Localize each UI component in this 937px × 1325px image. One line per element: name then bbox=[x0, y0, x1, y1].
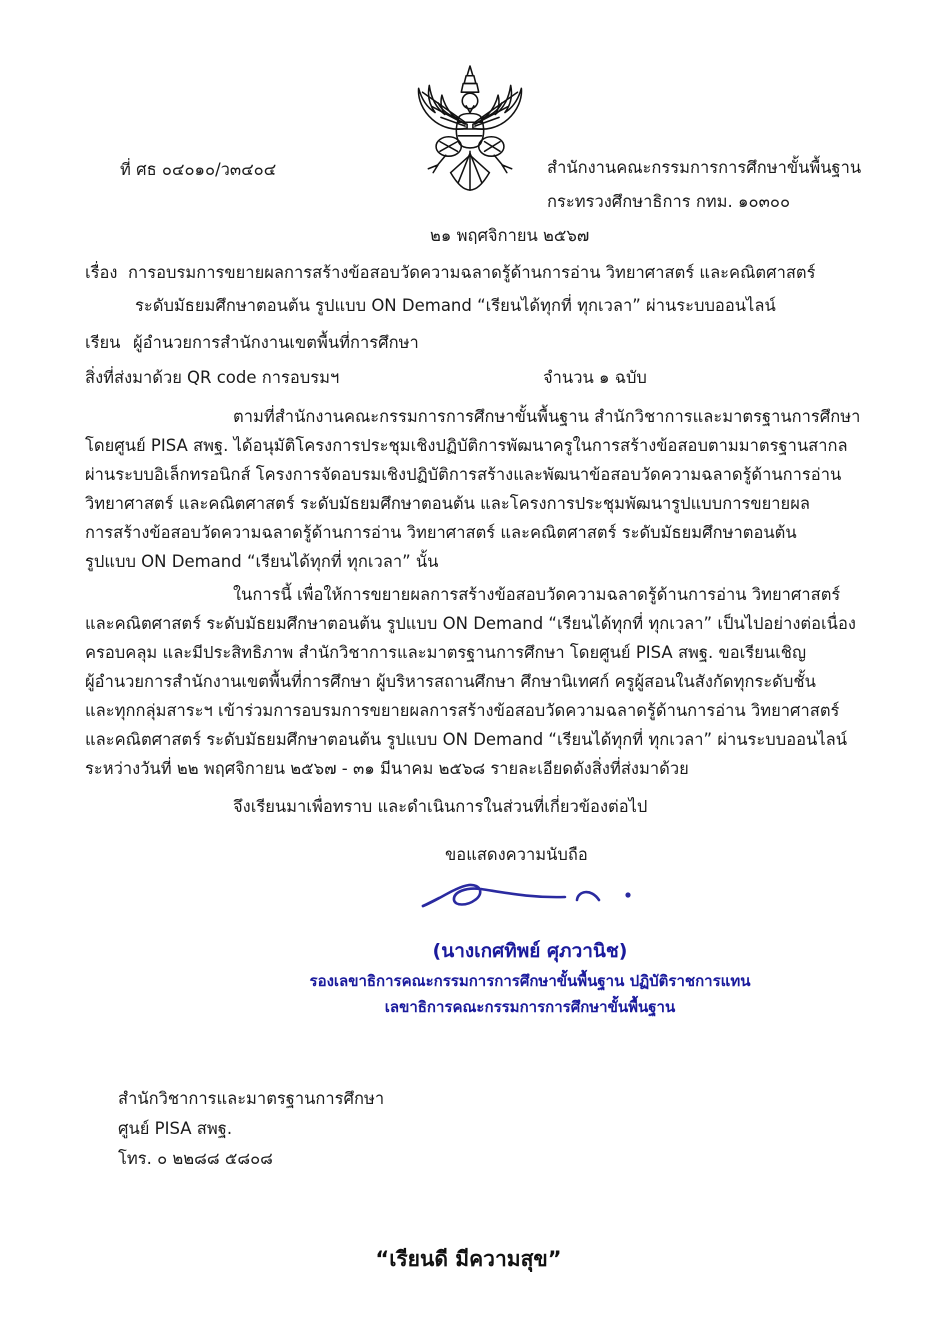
paragraph1-line: วิทยาศาสตร์ และคณิตศาสตร์ ระดับมัธยมศึกษาตอนต้น และโครงการประชุมพัฒนารูปแบบการขยายผล bbox=[85, 494, 811, 513]
attachment-count: จำนวน ๑ ฉบับ bbox=[543, 368, 647, 387]
paragraph2-line: และทุกกลุ่มสาระฯ เข้าร่วมการอบรมการขยายผลการสร้างข้อสอบวัดความฉลาดรู้ด้านการอ่าน วิทยาศาสตร์ bbox=[85, 701, 840, 720]
attachment-value: QR code การอบรมฯ bbox=[187, 368, 340, 387]
signer-block bbox=[280, 936, 780, 1019]
paragraph1-line: โดยศูนย์ PISA สพฐ. ได้อนุมัติโครงการประชุมเชิงปฏิบัติการพัฒนาครูในการสร้างข้อสอบตามมาตรฐานสากล bbox=[85, 436, 848, 455]
paragraph1-line: ผ่านระบบอิเล็กทรอนิกส์ โครงการจัดอบรมเชิงปฏิบัติการสร้างและพัฒนาข้อสอบวัดความฉลาดรู้ด้านการอ่าน bbox=[85, 465, 842, 484]
salutation: ขอแสดงความนับถือ bbox=[445, 845, 588, 864]
paragraph2-line: ครอบคลุม และมีประสิทธิภาพ สำนักวิชาการและมาตรฐานการศึกษา โดยศูนย์ PISA สพฐ. ขอเรียนเชิญ bbox=[85, 643, 807, 662]
recipient-value: ผู้อำนวยการสำนักงานเขตพื้นที่การศึกษา bbox=[133, 333, 419, 352]
agency-line2: กระทรวงศึกษาธิการ กทม. ๑๐๓๐๐ bbox=[547, 192, 791, 211]
slogan-tagline: “เรียนดี มีความสุข” bbox=[375, 1247, 562, 1271]
handwritten-signature-icon bbox=[415, 875, 675, 925]
footer-center: ศูนย์ PISA สพฐ. bbox=[118, 1119, 233, 1138]
paragraph2-line: ในการนี้ เพื่อให้การขยายผลการสร้างข้อสอบวัดความฉลาดรู้ด้านการอ่าน วิทยาศาสตร์ bbox=[233, 585, 841, 604]
paragraph2-line: และคณิตศาสตร์ ระดับมัธยมศึกษาตอนต้น รูปแบบ ON Demand “เรียนได้ทุกที่ ทุกเวลา” ผ่านระบบออนไลน์ bbox=[85, 730, 848, 749]
garuda-emblem-icon bbox=[407, 60, 533, 200]
closing-line: จึงเรียนมาเพื่อทราบ และดำเนินการในส่วนที่เกี่ยวข้องต่อไป bbox=[233, 797, 648, 816]
subject-line1: การอบรมการขยายผลการสร้างข้อสอบวัดความฉลาดรู้ด้านการอ่าน วิทยาศาสตร์ และคณิตศาสตร์ bbox=[128, 263, 816, 282]
footer-office: สำนักวิชาการและมาตรฐานการศึกษา bbox=[118, 1089, 385, 1108]
attachment-label: สิ่งที่ส่งมาด้วย bbox=[85, 368, 182, 387]
footer-phone: โทร. ๐ ๒๒๘๘ ๕๘๐๘ bbox=[118, 1149, 273, 1168]
paragraph1-line: ตามที่สำนักงานคณะกรรมการการศึกษาขั้นพื้นฐาน สำนักวิชาการและมาตรฐานการศึกษา bbox=[233, 407, 861, 426]
subject-label: เรื่อง bbox=[85, 263, 118, 282]
recipient-label: เรียน bbox=[85, 333, 121, 352]
paragraph1-line: การสร้างข้อสอบวัดความฉลาดรู้ด้านการอ่าน วิทยาศาสตร์ และคณิตศาสตร์ ระดับมัธยมศึกษาตอนต้น bbox=[85, 523, 797, 542]
paragraph2-line: ผู้อำนวยการสำนักงานเขตพื้นที่การศึกษา ผู้บริหารสถานศึกษา ศึกษานิเทศก์ ครูผู้สอนในสังกัดทุกระดับชั้น bbox=[85, 672, 816, 691]
signer-name: (นางเกศทิพย์ ศุภวานิช) bbox=[432, 940, 628, 962]
reference-number: ที่ ศธ ๐๔๐๑๐/ว๓๔๐๔ bbox=[120, 160, 277, 179]
signer-title1: รองเลขาธิการคณะกรรมการการศึกษาขั้นพื้นฐาน ปฏิบัติราชการแทน bbox=[309, 972, 751, 990]
agency-line1: สำนักงานคณะกรรมการการศึกษาขั้นพื้นฐาน bbox=[547, 158, 862, 177]
paragraph1-line: รูปแบบ ON Demand “เรียนได้ทุกที่ ทุกเวลา” นั้น bbox=[85, 552, 439, 571]
signer-title2: เลขาธิการคณะกรรมการการศึกษาขั้นพื้นฐาน bbox=[384, 998, 676, 1016]
paragraph2-line: และคณิตศาสตร์ ระดับมัธยมศึกษาตอนต้น รูปแบบ ON Demand “เรียนได้ทุกที่ ทุกเวลา” เป็นไปอย่างต่อเนื่อง bbox=[85, 614, 856, 633]
paragraph2-line: ระหว่างวันที่ ๒๒ พฤศจิกายน ๒๕๖๗ - ๓๑ มีนาคม ๒๕๖๘ รายละเอียดดังสิ่งที่ส่งมาด้วย bbox=[85, 759, 689, 778]
letter-date: ๒๑ พฤศจิกายน ๒๕๖๗ bbox=[430, 226, 590, 245]
subject-line2: ระดับมัธยมศึกษาตอนต้น รูปแบบ ON Demand “เรียนได้ทุกที่ ทุกเวลา” ผ่านระบบออนไลน์ bbox=[135, 296, 776, 315]
